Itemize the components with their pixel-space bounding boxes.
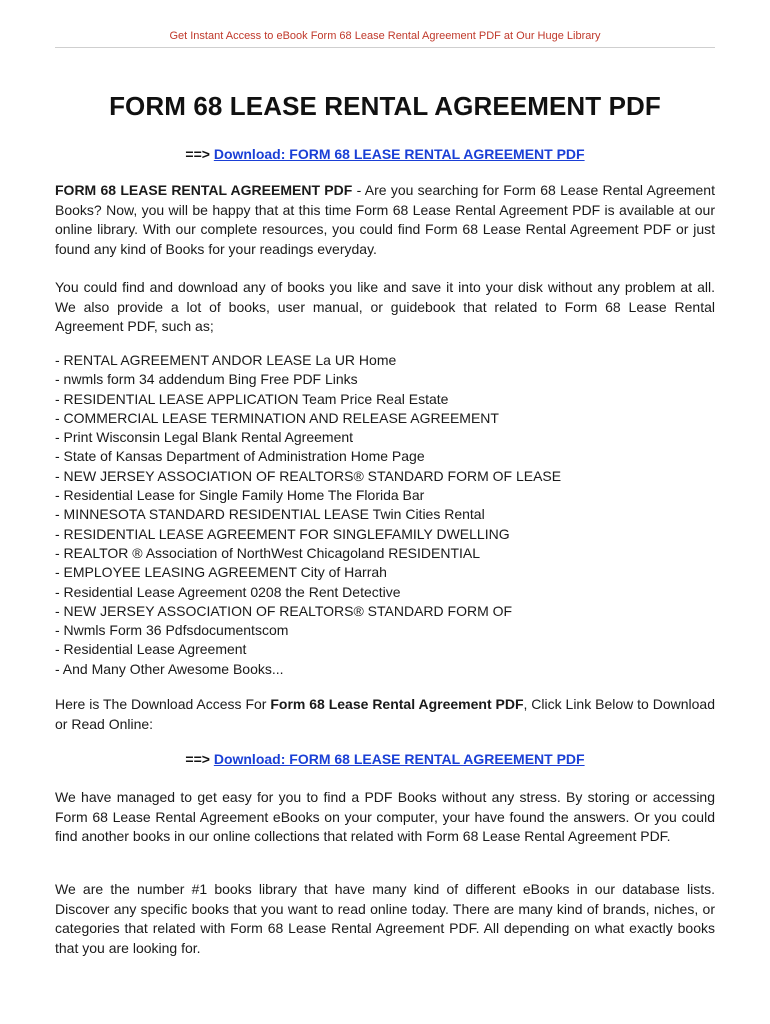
download-arrow: ==> bbox=[185, 146, 210, 162]
header-banner-text[interactable]: Get Instant Access to eBook Form 68 Lease Rental Agreement PDF at Our Huge Library bbox=[169, 30, 601, 42]
download-line-top bbox=[0, 146, 770, 162]
list-item: - Residential Lease Agreement bbox=[55, 641, 247, 658]
description-paragraph: You could find and download any of books you like and save it into your disk without any problem at all. We also provide a lot of books, user manual, or guidebook that related to Form 68 Lease Rental Agreement PDF, such as; bbox=[55, 279, 715, 334]
intro-bold-title: FORM 68 LEASE RENTAL AGREEMENT PDF bbox=[55, 182, 353, 198]
storage-paragraph: We have managed to get easy for you to find a PDF Books without any stress. By storing or accessing Form 68 Lease Rental Agreement eBooks on your computer, your have found the answers. Or you could find another books in our online collections that related with Form 68 Lease Rental Agreement PDF. bbox=[55, 789, 715, 844]
list-item: - MINNESOTA STANDARD RESIDENTIAL LEASE Twin Cities Rental bbox=[55, 506, 485, 523]
list-item: - Print Wisconsin Legal Blank Rental Agreement bbox=[55, 429, 354, 446]
download-arrow: ==> bbox=[185, 751, 210, 767]
library-paragraph: We are the number #1 books library that have many kind of different eBooks in our database lists. Discover any specific books that you want to read online today. There are many kind of brands, niches, or categories that related with Form 68 Lease Rental Agreement PDF. All depending on what exactly books that you are looking for. bbox=[55, 881, 715, 956]
list-item: - Nwmls Form 36 Pdfsdocumentscom bbox=[55, 622, 289, 639]
list-item: - REALTOR ® Association of NorthWest Chicagoland RESIDENTIAL bbox=[55, 544, 481, 561]
page-title: FORM 68 LEASE RENTAL AGREEMENT PDF bbox=[109, 91, 661, 121]
access-text-before: Here is The Download Access For bbox=[55, 696, 271, 712]
related-books-list bbox=[55, 351, 715, 679]
list-item: - And Many Other Awesome Books... bbox=[55, 660, 284, 677]
list-item: - NEW JERSEY ASSOCIATION OF REALTORS® STANDARD FORM OF bbox=[55, 602, 513, 619]
storage-section bbox=[55, 788, 715, 847]
intro-text: - Are you searching for Form 68 Lease Rental Agreement Books? Now, you will be happy that at this time Form 68 Lease Rental Agreement PDF is available at our online library. With our complete resources, you could find Form 68 Lease Rental Agreement PDF or just found any kind of Books for your readings everyday. bbox=[55, 182, 715, 257]
description-section bbox=[55, 278, 715, 337]
list-item: - RESIDENTIAL LEASE AGREEMENT FOR SINGLEFAMILY DWELLING bbox=[55, 525, 510, 542]
intro-section bbox=[55, 181, 715, 259]
download-line-bottom bbox=[0, 751, 770, 767]
list-item: - COMMERCIAL LEASE TERMINATION AND RELEASE AGREEMENT bbox=[55, 409, 499, 426]
list-item: - State of Kansas Department of Administration Home Page bbox=[55, 448, 425, 465]
list-item: - RESIDENTIAL LEASE APPLICATION Team Price Real Estate bbox=[55, 390, 449, 407]
library-section bbox=[55, 880, 715, 958]
download-link-top[interactable]: Download: FORM 68 LEASE RENTAL AGREEMENT PDF bbox=[213, 146, 585, 162]
access-section bbox=[55, 695, 715, 734]
download-link-bottom[interactable]: Download: FORM 68 LEASE RENTAL AGREEMENT PDF bbox=[213, 751, 585, 767]
access-paragraph bbox=[55, 695, 715, 734]
list-item: - nwmls form 34 addendum Bing Free PDF Links bbox=[55, 371, 358, 388]
list-item: - Residential Lease Agreement 0208 the Rent Detective bbox=[55, 583, 401, 600]
list-item: - EMPLOYEE LEASING AGREEMENT City of Harrah bbox=[55, 564, 387, 581]
access-bold-title: Form 68 Lease Rental Agreement PDF bbox=[270, 696, 524, 712]
header-banner[interactable] bbox=[0, 30, 770, 42]
list-item: - RENTAL AGREEMENT ANDOR LEASE La UR Home bbox=[55, 352, 397, 368]
list-item: - Residential Lease for Single Family Home The Florida Bar bbox=[55, 487, 425, 504]
header-divider bbox=[55, 47, 715, 48]
list-item: - NEW JERSEY ASSOCIATION OF REALTORS® STANDARD FORM OF LEASE bbox=[55, 467, 562, 484]
access-text-after: , Click Link Below to Download or Read Online: bbox=[55, 696, 715, 732]
related-books-section bbox=[55, 351, 715, 679]
intro-paragraph bbox=[55, 181, 715, 259]
